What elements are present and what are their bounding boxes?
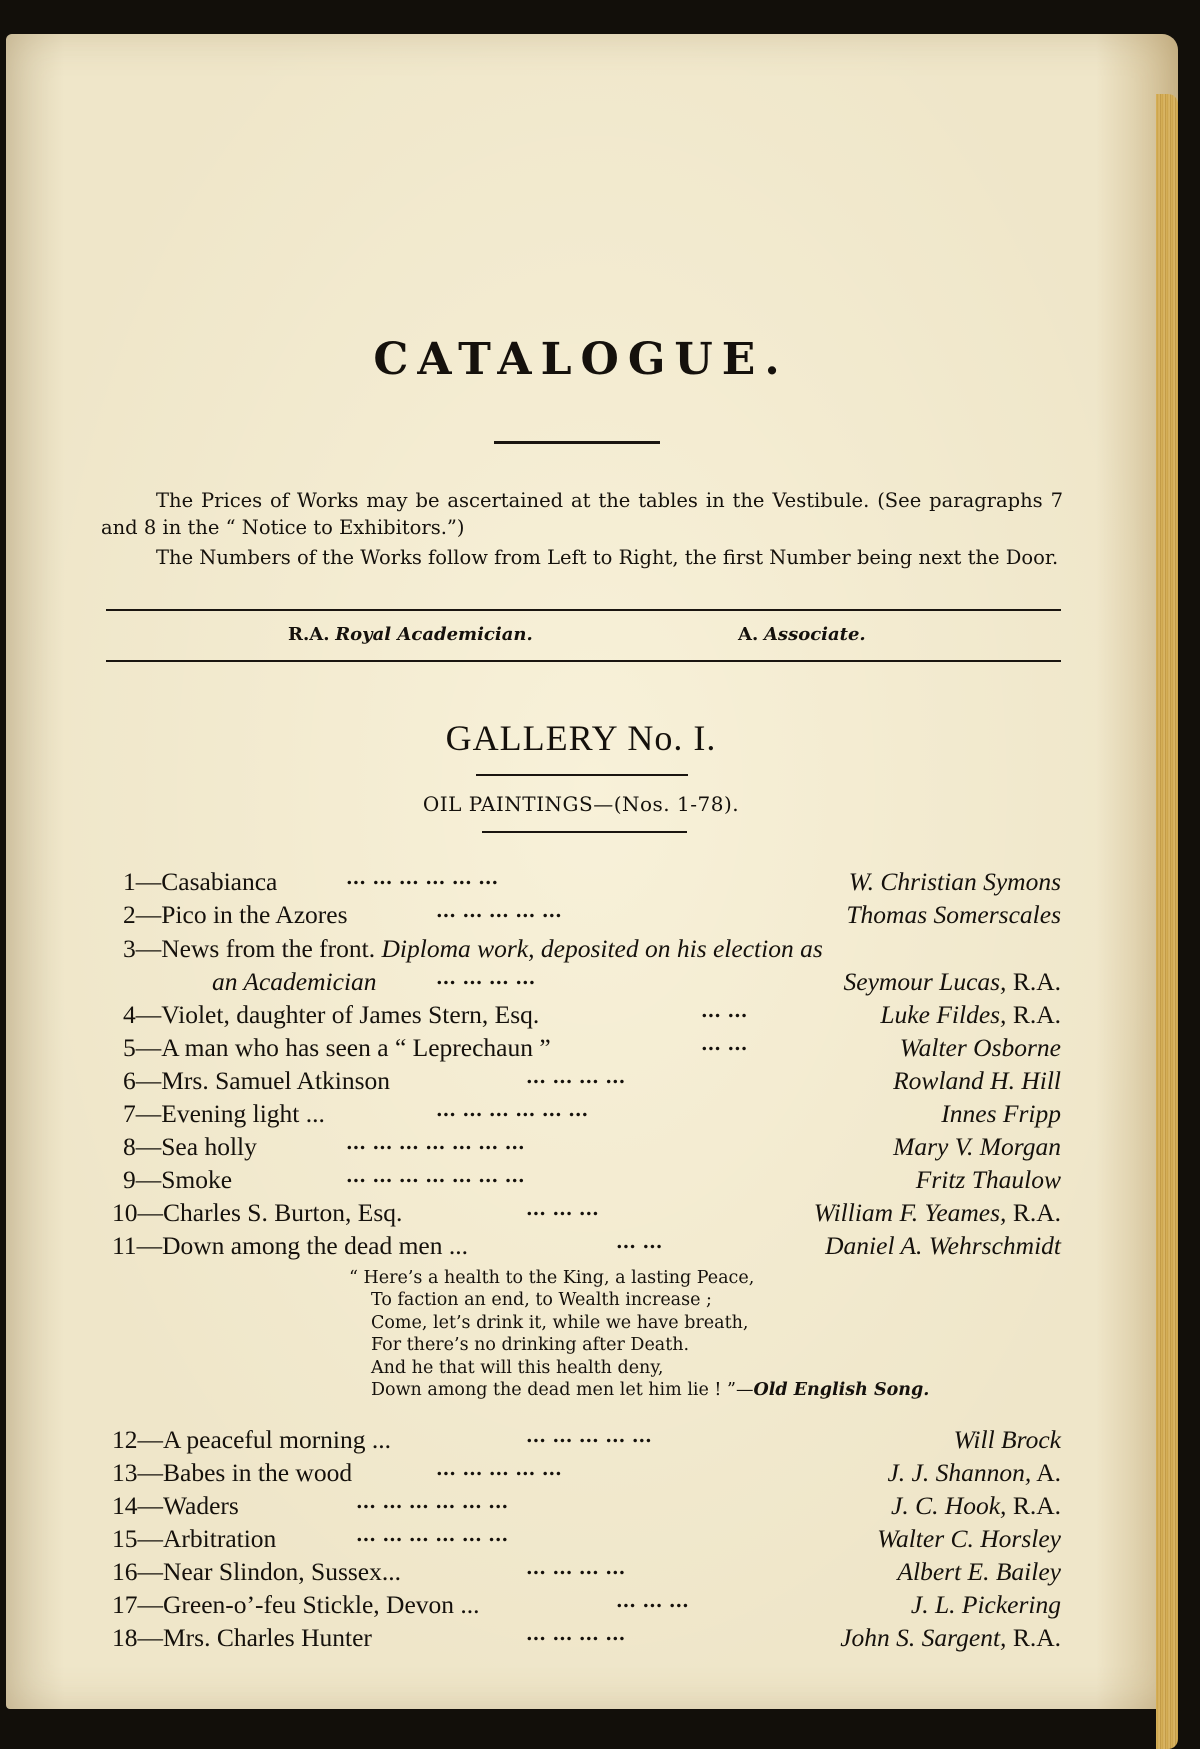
poem-line: Come, let’s drink it, while we have breath, <box>371 1312 749 1333</box>
section-rule <box>482 831 687 833</box>
entry-title: 16—Near Slindon, Sussex... <box>112 1557 401 1586</box>
entry-artist: Luke Fildes, R.A. <box>880 1000 1061 1029</box>
entry-title: 6—Mrs. Samuel Atkinson <box>123 1066 391 1095</box>
entry-title: 10—Charles S. Burton, Esq. <box>112 1198 403 1227</box>
entry-artist: J. L. Pickering <box>910 1590 1061 1619</box>
entry-artist: Walter C. Horsley <box>877 1524 1061 1553</box>
catalogue-entry-10 <box>106 1196 1061 1229</box>
intro-paragraph-numbers: The Numbers of the Works follow from Left to Right, the first Number being next the Door. <box>156 546 1059 569</box>
abbreviation-key <box>6 624 1178 654</box>
catalogue-entry-15 <box>106 1522 1061 1555</box>
entry-artist: Albert E. Bailey <box>897 1557 1061 1586</box>
catalogue-entry-7 <box>106 1097 1061 1130</box>
entry-title: 2—Pico in the Azores <box>123 900 348 929</box>
poem-line: “ Here’s a health to the King, a lasting Peace, <box>349 1268 755 1288</box>
catalogue-entry-2 <box>106 898 1061 931</box>
entry-artist: J. C. Hook, R.A. <box>891 1491 1061 1520</box>
catalogue-entry-13 <box>106 1456 1061 1489</box>
leader-dots: ... ... ... ... <box>436 967 536 989</box>
entry-artist: Thomas Somerscales <box>846 900 1061 929</box>
entry-title: 9—Smoke <box>123 1165 233 1194</box>
entry-title: 5—A man who has seen a “ Leprechaun ” <box>123 1033 551 1062</box>
entry-title: 15—Arbitration <box>112 1524 277 1553</box>
leader-dots: ... ... ... ... ... ... <box>346 867 499 889</box>
abbr-a: A. Associate. <box>738 624 866 645</box>
entry-title: 17—Green-o’-feu Stickle, Devon ... <box>112 1590 480 1619</box>
catalogue-entry-14 <box>106 1489 1061 1522</box>
entry-artist: William F. Yeames, R.A. <box>813 1198 1061 1227</box>
entry-artist: J. J. Shannon, A. <box>887 1458 1061 1487</box>
entry-artist: Innes Fripp <box>941 1099 1061 1128</box>
leader-dots: ... ... <box>701 1000 748 1022</box>
poem-line: To faction an end, to Wealth increase ; <box>371 1290 712 1311</box>
catalogue-entry-8 <box>106 1130 1061 1163</box>
leader-dots: ... ... ... ... ... ... ... <box>346 1132 525 1154</box>
entry-artist: Seymour Lucas, R.A. <box>843 967 1061 996</box>
abbreviation-bottom-rule <box>106 660 1061 662</box>
leader-dots: ... ... ... ... ... ... <box>356 1491 509 1513</box>
leader-dots: ... ... ... ... ... ... ... <box>346 1165 525 1187</box>
catalogue-entry-5 <box>106 1031 1061 1064</box>
entry-artist: Daniel A. Wehrschmidt <box>825 1231 1061 1260</box>
leader-dots: ... ... ... ... ... <box>436 900 562 922</box>
catalogue-entry-3-continued <box>106 965 1061 998</box>
gallery-heading: GALLERY No. I. <box>445 718 717 758</box>
entry-title: 12—A peaceful morning ... <box>112 1425 392 1454</box>
leader-dots: ... ... ... ... <box>526 1623 626 1645</box>
entry-title: 11—Down among the dead men ... <box>112 1231 468 1260</box>
entry-title: 7—Evening light ... <box>123 1099 325 1128</box>
catalogue-entry-9 <box>106 1163 1061 1196</box>
catalogue-entry-18 <box>106 1621 1061 1654</box>
entry-title: 13—Babes in the wood <box>112 1458 353 1487</box>
leader-dots: ... ... ... ... <box>526 1066 626 1088</box>
page-title: CATALOGUE. <box>373 334 789 385</box>
entry-artist: Will Brock <box>953 1425 1061 1454</box>
leader-dots: ... ... ... <box>526 1198 599 1220</box>
entry-title: 3—News from the front. Diploma work, deposited on his election as <box>123 934 823 963</box>
catalogue-entry-1 <box>106 865 1061 898</box>
title-rule <box>494 441 660 444</box>
entry-artist: Fritz Thaulow <box>915 1165 1061 1194</box>
catalogue-entry-12 <box>106 1423 1061 1456</box>
catalogue-entry-4 <box>106 998 1061 1031</box>
poem-line: And he that will this health deny, <box>371 1357 664 1378</box>
gallery-rule <box>476 774 688 776</box>
leader-dots: ... ... <box>616 1231 663 1253</box>
entry-artist: W. Christian Symons <box>848 867 1061 896</box>
entry-artist: Mary V. Morgan <box>893 1132 1061 1161</box>
leader-dots: ... ... ... ... <box>526 1557 626 1579</box>
poem-source: Old English Song. <box>753 1380 930 1401</box>
leader-dots: ... ... ... ... ... <box>526 1425 652 1447</box>
leader-dots: ... ... ... ... ... ... <box>356 1524 509 1546</box>
entry-title: 1—Casabianca <box>123 867 278 896</box>
entry-artist: Walter Osborne <box>899 1033 1061 1062</box>
leader-dots: ... ... <box>701 1033 748 1055</box>
intro-paragraph-prices: The Prices of Works may be ascertained at the tables in the Vestibule. (See paragraphs 7 and 8 in the “ Notice to Exhibitors.”) <box>101 489 1063 539</box>
leader-dots: ... ... ... ... ... <box>436 1458 562 1480</box>
entry-title: 4—Violet, daughter of James Stern, Esq. <box>123 1000 540 1029</box>
section-heading: OIL PAINTINGS—(Nos. 1-78). <box>422 792 740 816</box>
catalogue-entry-11 <box>106 1229 1061 1262</box>
catalogue-entry-17 <box>106 1588 1061 1621</box>
abbreviation-top-rule <box>106 609 1061 611</box>
entry-artist: Rowland H. Hill <box>893 1066 1061 1095</box>
entry-title-continued: an Academician <box>212 967 377 996</box>
catalogue-entry-3 <box>106 932 1061 965</box>
entry-title: 14—Waders <box>112 1491 239 1520</box>
page-content <box>6 34 1178 1709</box>
poem-quotation <box>349 1267 1069 1401</box>
catalogue-entry-16 <box>106 1555 1061 1588</box>
entry-title: 8—Sea holly <box>123 1132 257 1161</box>
catalogue-page <box>6 34 1178 1709</box>
entry-artist: John S. Sargent, R.A. <box>840 1623 1061 1652</box>
leader-dots: ... ... ... ... ... ... <box>436 1099 589 1121</box>
entry-title: 18—Mrs. Charles Hunter <box>112 1623 372 1652</box>
leader-dots: ... ... ... <box>616 1590 689 1612</box>
poem-last-line: Down among the dead men let him lie ! ”—Old English Song. <box>371 1380 930 1401</box>
catalogue-entry-6 <box>106 1064 1061 1097</box>
abbr-ra: R.A. Royal Academician. <box>288 624 533 645</box>
poem-line: For there’s no drinking after Death. <box>371 1335 690 1356</box>
